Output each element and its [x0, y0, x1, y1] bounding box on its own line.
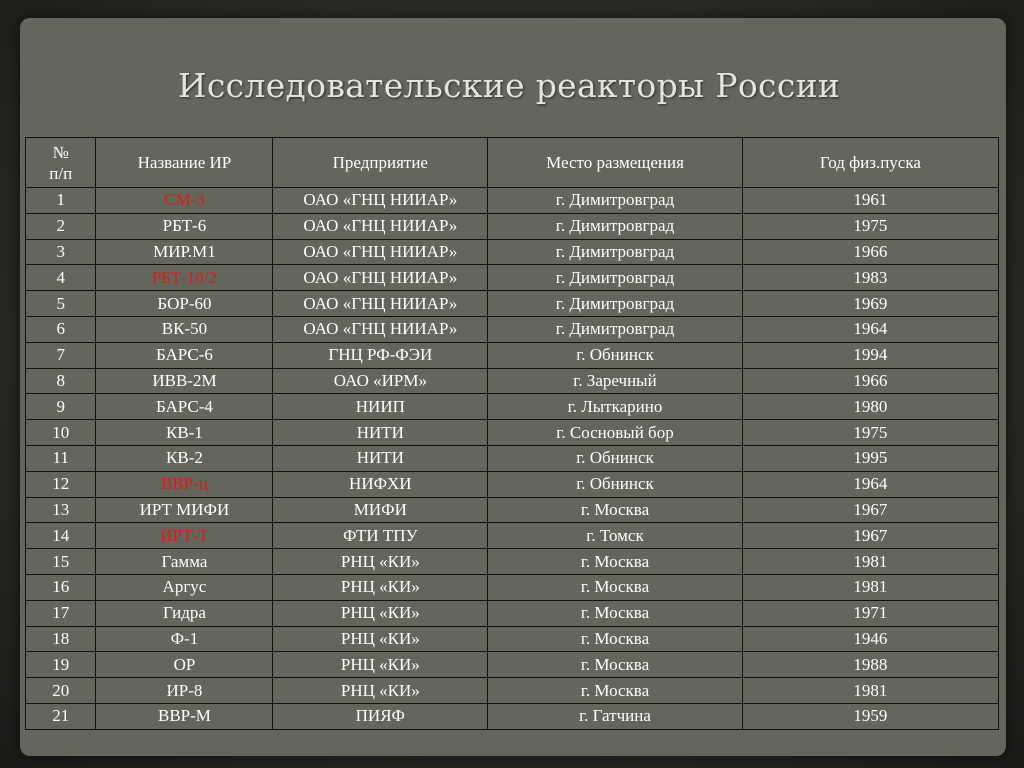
cell-num: 19	[26, 652, 96, 678]
cell-num: 11	[26, 445, 96, 471]
slide-title: Исследовательские реакторы России	[177, 66, 841, 105]
cell-num: 10	[26, 420, 96, 446]
header-year: Год физ.пуска	[742, 138, 998, 188]
table-row	[26, 213, 999, 239]
header-place: Место размещения	[488, 138, 743, 188]
cell-name: ВК-50	[96, 316, 273, 342]
cell-enterprise: ОАО «ИРМ»	[273, 368, 488, 394]
cell-place: г. Москва	[488, 626, 743, 652]
cell-place: г. Димитровград	[488, 239, 743, 265]
cell-name: Гидра	[96, 600, 273, 626]
cell-num: 6	[26, 316, 96, 342]
table-row	[26, 265, 999, 291]
cell-name: Гамма	[96, 549, 273, 575]
cell-enterprise: ПИЯФ	[273, 703, 488, 729]
cell-num: 9	[26, 394, 96, 420]
cell-num: 18	[26, 626, 96, 652]
cell-place: г. Москва	[488, 574, 743, 600]
cell-num: 3	[26, 239, 96, 265]
table-row	[26, 342, 999, 368]
header-row	[26, 138, 999, 188]
cell-place: г. Заречный	[488, 368, 743, 394]
cell-year: 1967	[742, 523, 998, 549]
table-row	[26, 445, 999, 471]
cell-num: 2	[26, 213, 96, 239]
table-row	[26, 291, 999, 317]
table-row	[26, 600, 999, 626]
header-name: Название ИР	[96, 138, 273, 188]
header-num-line1: №	[52, 142, 69, 162]
table-row	[26, 239, 999, 265]
cell-year: 1964	[742, 316, 998, 342]
table-row	[26, 188, 999, 214]
cell-enterprise: РНЦ «КИ»	[273, 549, 488, 575]
header-num	[26, 138, 96, 188]
cell-name: ИВВ-2М	[96, 368, 273, 394]
table-row	[26, 652, 999, 678]
cell-place: г. Димитровград	[488, 316, 743, 342]
table-row	[26, 471, 999, 497]
cell-year: 1988	[742, 652, 998, 678]
cell-name: РБТ-10/2	[96, 265, 273, 291]
cell-num: 14	[26, 523, 96, 549]
cell-place: г. Обнинск	[488, 471, 743, 497]
cell-enterprise: НИФХИ	[273, 471, 488, 497]
cell-place: г. Москва	[488, 600, 743, 626]
reactors-table	[25, 137, 999, 730]
table-row	[26, 703, 999, 729]
cell-year: 1946	[742, 626, 998, 652]
cell-num: 21	[26, 703, 96, 729]
cell-enterprise: ОАО «ГНЦ НИИАР»	[273, 213, 488, 239]
header-num-line2: п/п	[49, 163, 73, 183]
cell-year: 1980	[742, 394, 998, 420]
cell-name: РБТ-6	[96, 213, 273, 239]
cell-name: ИРТ МИФИ	[96, 497, 273, 523]
cell-enterprise: ГНЦ РФ-ФЭИ	[273, 342, 488, 368]
cell-enterprise: ФТИ ТПУ	[273, 523, 488, 549]
cell-name: КВ-1	[96, 420, 273, 446]
cell-num: 13	[26, 497, 96, 523]
cell-num: 15	[26, 549, 96, 575]
cell-place: г. Обнинск	[488, 342, 743, 368]
cell-year: 1964	[742, 471, 998, 497]
cell-year: 1969	[742, 291, 998, 317]
cell-num: 4	[26, 265, 96, 291]
cell-year: 1975	[742, 420, 998, 446]
cell-num: 17	[26, 600, 96, 626]
cell-name: ОР	[96, 652, 273, 678]
table-row	[26, 316, 999, 342]
cell-place: г. Лыткарино	[488, 394, 743, 420]
cell-num: 5	[26, 291, 96, 317]
cell-name: ВВР-ц	[96, 471, 273, 497]
cell-year: 1959	[742, 703, 998, 729]
cell-year: 1966	[742, 239, 998, 265]
cell-year: 1981	[742, 678, 998, 704]
table-row	[26, 523, 999, 549]
cell-year: 1981	[742, 574, 998, 600]
header-enterprise: Предприятие	[273, 138, 488, 188]
cell-name: ВВР-М	[96, 703, 273, 729]
cell-year: 1975	[742, 213, 998, 239]
table-row	[26, 549, 999, 575]
table-row	[26, 394, 999, 420]
cell-year: 1961	[742, 188, 998, 214]
cell-name: СМ-3	[96, 188, 273, 214]
cell-num: 8	[26, 368, 96, 394]
cell-place: г. Гатчина	[488, 703, 743, 729]
cell-year: 1966	[742, 368, 998, 394]
cell-name: БАРС-4	[96, 394, 273, 420]
cell-place: г. Москва	[488, 549, 743, 575]
cell-num: 12	[26, 471, 96, 497]
cell-year: 1995	[742, 445, 998, 471]
cell-enterprise: ОАО «ГНЦ НИИАР»	[273, 291, 488, 317]
table-row	[26, 626, 999, 652]
cell-place: г. Москва	[488, 497, 743, 523]
cell-place: г. Москва	[488, 652, 743, 678]
cell-enterprise: РНЦ «КИ»	[273, 600, 488, 626]
table-row	[26, 368, 999, 394]
cell-enterprise: ОАО «ГНЦ НИИАР»	[273, 265, 488, 291]
table-header	[26, 138, 999, 188]
cell-name: БАРС-6	[96, 342, 273, 368]
cell-year: 1981	[742, 549, 998, 575]
cell-name: ИР-8	[96, 678, 273, 704]
cell-name: ИРТ-Т	[96, 523, 273, 549]
cell-place: г. Москва	[488, 678, 743, 704]
cell-num: 1	[26, 188, 96, 214]
cell-enterprise: РНЦ «КИ»	[273, 678, 488, 704]
cell-enterprise: ОАО «ГНЦ НИИАР»	[273, 239, 488, 265]
cell-place: г. Димитровград	[488, 213, 743, 239]
cell-name: Аргус	[96, 574, 273, 600]
cell-enterprise: РНЦ «КИ»	[273, 652, 488, 678]
cell-name: КВ-2	[96, 445, 273, 471]
cell-year: 1983	[742, 265, 998, 291]
cell-place: г. Димитровград	[488, 188, 743, 214]
cell-year: 1971	[742, 600, 998, 626]
cell-num: 7	[26, 342, 96, 368]
cell-year: 1967	[742, 497, 998, 523]
table-body	[26, 188, 999, 730]
cell-name: БОР-60	[96, 291, 273, 317]
cell-place: г. Обнинск	[488, 445, 743, 471]
table-row	[26, 497, 999, 523]
cell-enterprise: ОАО «ГНЦ НИИАР»	[273, 316, 488, 342]
cell-name: МИР.М1	[96, 239, 273, 265]
cell-year: 1994	[742, 342, 998, 368]
table-row	[26, 420, 999, 446]
cell-name: Ф-1	[96, 626, 273, 652]
cell-place: г. Димитровград	[488, 265, 743, 291]
cell-num: 16	[26, 574, 96, 600]
cell-place: г. Димитровград	[488, 291, 743, 317]
cell-place: г. Томск	[488, 523, 743, 549]
table-row	[26, 678, 999, 704]
cell-num: 20	[26, 678, 96, 704]
cell-enterprise: НИТИ	[273, 445, 488, 471]
cell-enterprise: ОАО «ГНЦ НИИАР»	[273, 188, 488, 214]
cell-enterprise: НИИП	[273, 394, 488, 420]
cell-enterprise: НИТИ	[273, 420, 488, 446]
cell-place: г. Сосновый бор	[488, 420, 743, 446]
cell-enterprise: РНЦ «КИ»	[273, 574, 488, 600]
table-row	[26, 574, 999, 600]
cell-enterprise: МИФИ	[273, 497, 488, 523]
cell-enterprise: РНЦ «КИ»	[273, 626, 488, 652]
